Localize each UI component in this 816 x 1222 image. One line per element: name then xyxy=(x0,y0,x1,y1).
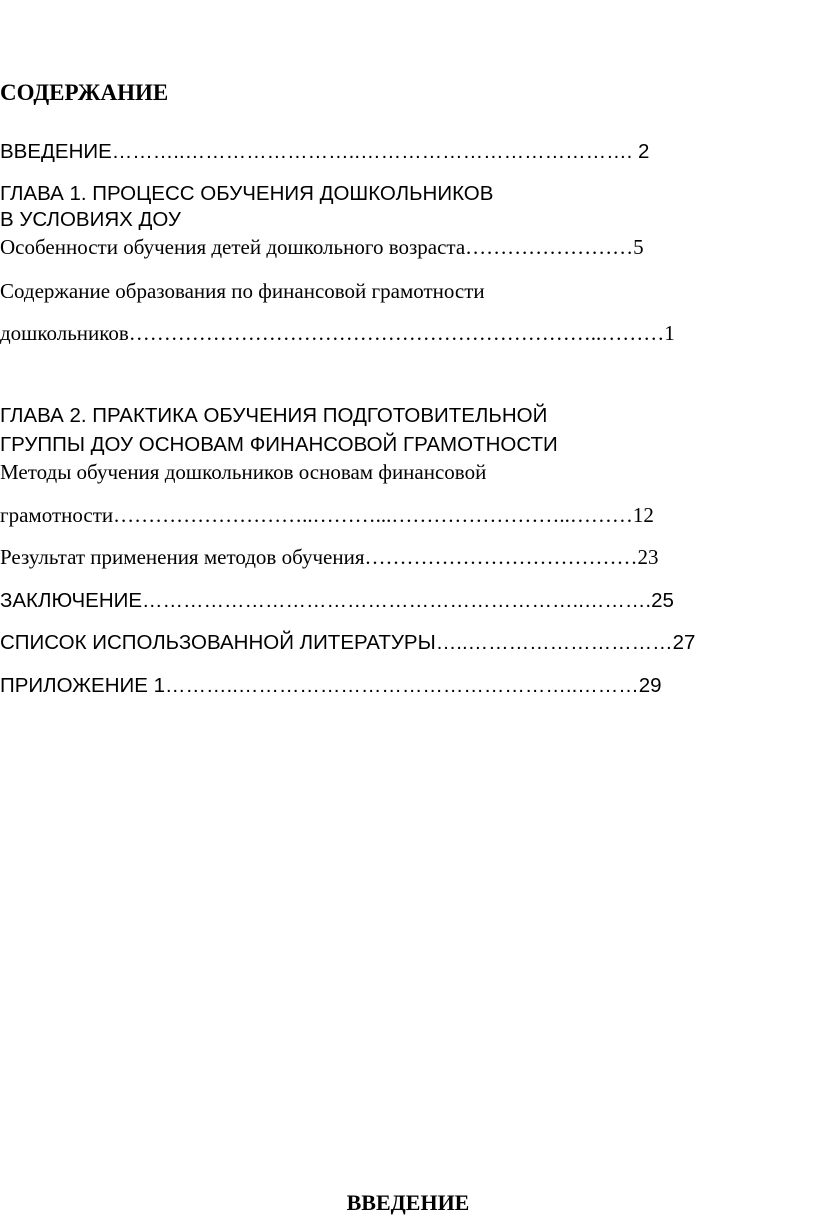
toc-entry-section-1-2-line-1: Содержание образования по финансовой грамотности xyxy=(0,279,485,303)
toc-entry-introduction: ВВЕДЕНИЕ………..……………………..…………………………………. 2 xyxy=(0,140,650,163)
toc-entry-section-2-1-line-2: грамотности………………………..………...……………………..………12 xyxy=(0,503,654,527)
toc-chapter-2-title-line-2: ГРУППЫ ДОУ ОСНОВАМ ФИНАНСОВОЙ ГРАМОТНОСТИ xyxy=(0,433,558,456)
toc-title: СОДЕРЖАНИЕ xyxy=(0,80,169,105)
toc-chapter-1-title-line-2: В УСЛОВИЯХ ДОУ xyxy=(0,208,181,231)
toc-entry-section-1-2-line-2: дошкольников…………………………………………………………..………1 xyxy=(0,321,675,345)
toc-chapter-1-title-line-1: ГЛАВА 1. ПРОЦЕСС ОБУЧЕНИЯ ДОШКОЛЬНИКОВ xyxy=(0,182,494,205)
introduction-heading: ВВЕДЕНИЕ xyxy=(346,1190,470,1215)
toc-entry-section-2-2: Результат применения методов обучения…………………………………23 xyxy=(0,545,659,569)
toc-entry-bibliography: СПИСОК ИСПОЛЬЗОВАННОЙ ЛИТЕРАТУРЫ…..…………………………27 xyxy=(0,631,696,654)
toc-entry-section-1-1: Особенности обучения детей дошкольного возраста……………………5 xyxy=(0,235,644,259)
toc-chapter-2-title-line-1: ГЛАВА 2. ПРАКТИКА ОБУЧЕНИЯ ПОДГОТОВИТЕЛЬНОЙ xyxy=(0,404,548,427)
toc-entry-conclusion: ЗАКЛЮЧЕНИЕ………………………………………………………..……….25 xyxy=(0,589,674,612)
toc-entry-section-2-1-line-1: Методы обучения дошкольников основам финансовой xyxy=(0,460,487,484)
toc-entry-appendix-1: ПРИЛОЖЕНИЕ 1………..…………………………………………..………29 xyxy=(0,674,662,697)
